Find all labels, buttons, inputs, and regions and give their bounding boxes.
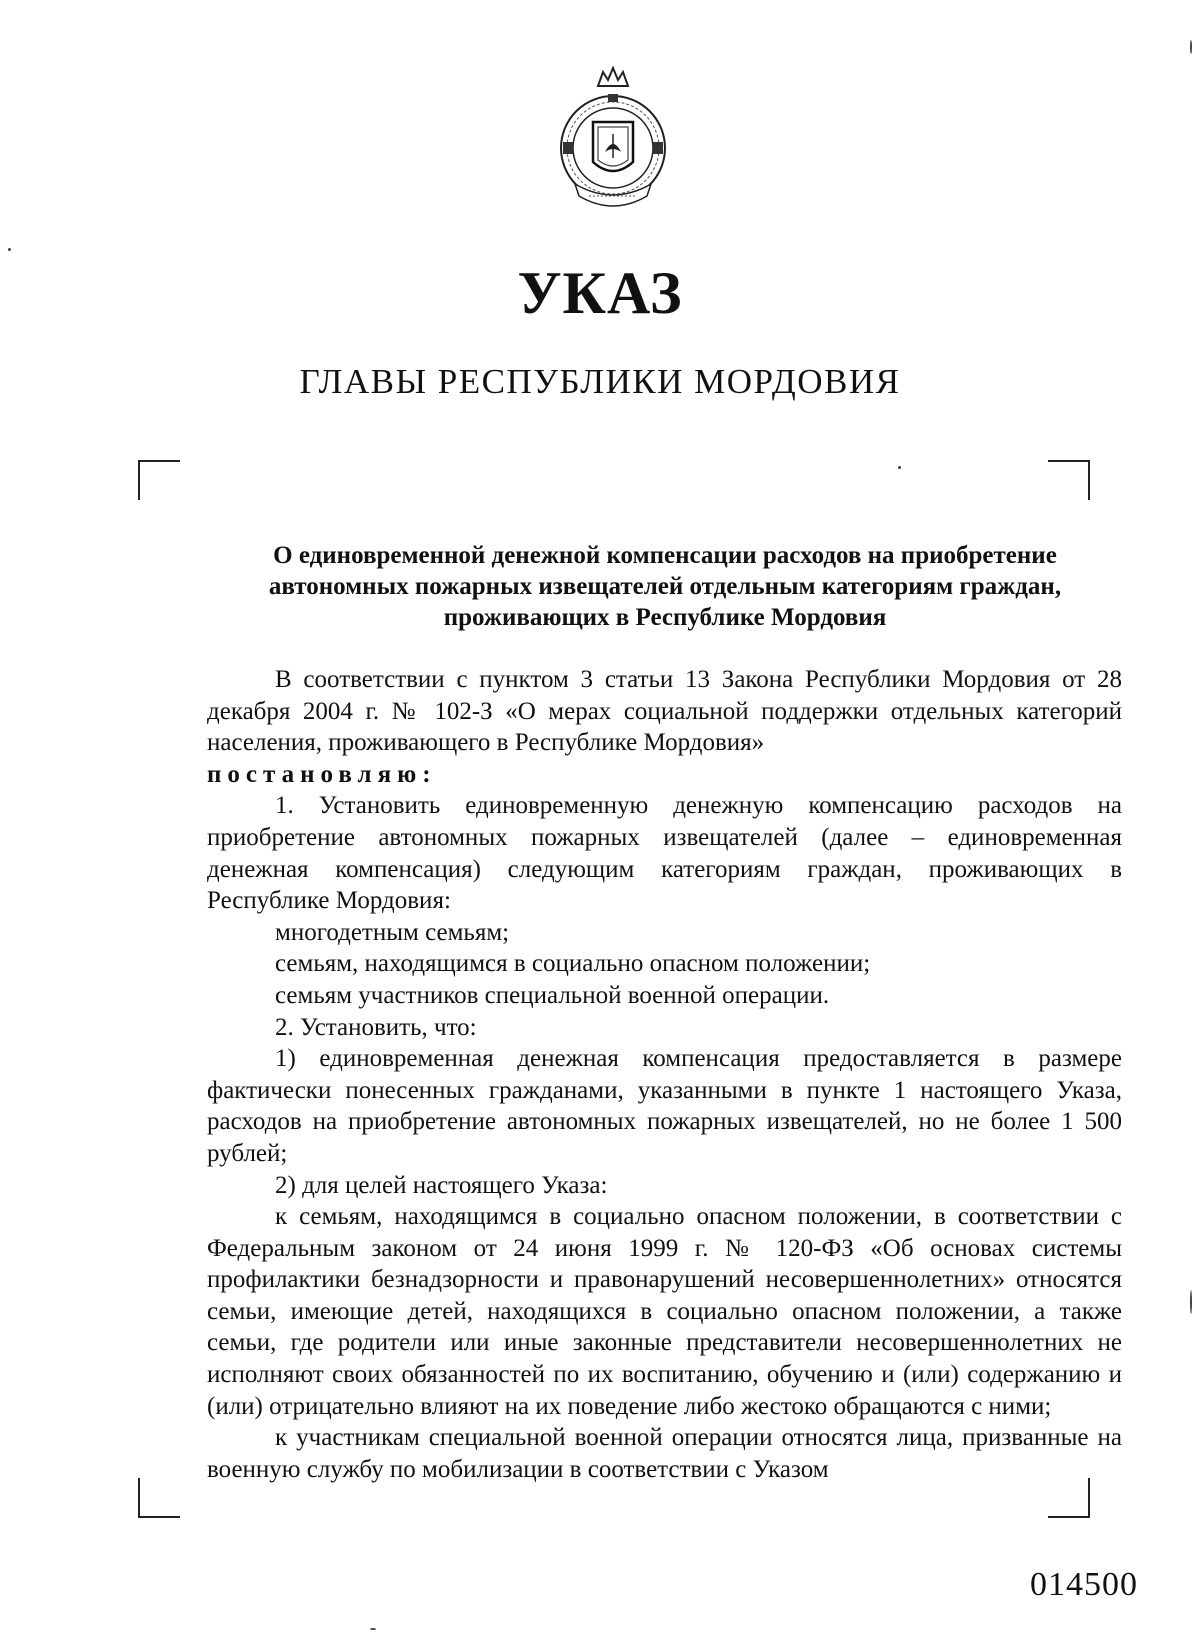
- preamble-paragraph: [207, 664, 1122, 759]
- scan-speck: [1190, 40, 1192, 54]
- paragraph-item-1: 1. Установить единовременную денежную компенсацию расходов на приобретение автономных пожарных извещателей (далее – единовременная денежная компенсация) следующим категориям граждан, проживающих в Республике Мордовия:: [207, 792, 1122, 915]
- scan-speck: [8, 248, 11, 251]
- scan-speck: [370, 1628, 376, 1630]
- paragraph-list-item: семьям, находящимся в социально опасном положении;: [275, 950, 871, 978]
- decree-body: [207, 664, 1122, 1485]
- paragraph-definition: к семьям, находящимся в социально опасном положении, в соответствии с Федеральным законом от 24 июня 1999 г. № 120-ФЗ «Об основах системы профилактики безнадзорности и правонарушений несовершеннолетних» относятся семьи, имеющие детей, находящихся в социально опасном положении, а также семьи, где родители или иные законные представители несовершеннолетних не исполняют своих обязанностей по их воспитанию, обучению и (или) содержанию и (или) отрицательно влияют на их поведение либо жестоко обращаются с ними;: [207, 1203, 1122, 1420]
- paragraph-item-2: 2. Установить, что:: [275, 1013, 477, 1041]
- decree-heading: О единовременной денежной компенсации расходов на приобретение автономных пожарных извещателей отдельным категориям граждан, проживающих в Республике Мордовия: [268, 542, 1062, 631]
- scan-speck: [898, 466, 901, 469]
- coat-of-arms-emblem: [553, 64, 673, 218]
- corner-bracket-bottom-left: [138, 1478, 180, 1518]
- decree-word: постановляю:: [207, 760, 437, 788]
- document-subtitle: ГЛАВЫ РЕСПУБЛИКИ МОРДОВИЯ: [299, 362, 901, 401]
- paragraph-definition: к участникам специальной военной операции относятся лица, призванные на военную службу по мобилизации в соответствии с Указом: [207, 1424, 1122, 1483]
- paragraph-subitem-2: 2) для целей настоящего Указа:: [275, 1171, 608, 1199]
- corner-bracket-top-right: [1048, 460, 1090, 500]
- corner-bracket-top-left: [138, 460, 180, 500]
- decree-word-line: [207, 759, 1122, 791]
- preamble-text: В соответствии с пунктом 3 статьи 13 Закона Республики Мордовия от 28 декабря 2004 г. № 102-З «О мерах социальной поддержки отдельных категорий населения, проживающего в Республике Мордовия»: [207, 666, 1122, 757]
- serial-number: 014500: [1030, 1566, 1138, 1603]
- paragraph-list-item: семьям участников специальной военной операции.: [275, 981, 830, 1009]
- paragraph-subitem-1: 1) единовременная денежная компенсация предоставляется в размере фактически понесенных гражданами, указанными в пункте 1 настоящего Указа, расходов на приобретение автономных пожарных извещателей, но не более 1 500 рублей;: [207, 1045, 1122, 1167]
- scan-speck: [1190, 1290, 1192, 1314]
- document-title: УКАЗ: [517, 260, 683, 326]
- paragraph-list-item: многодетным семьям;: [275, 918, 510, 946]
